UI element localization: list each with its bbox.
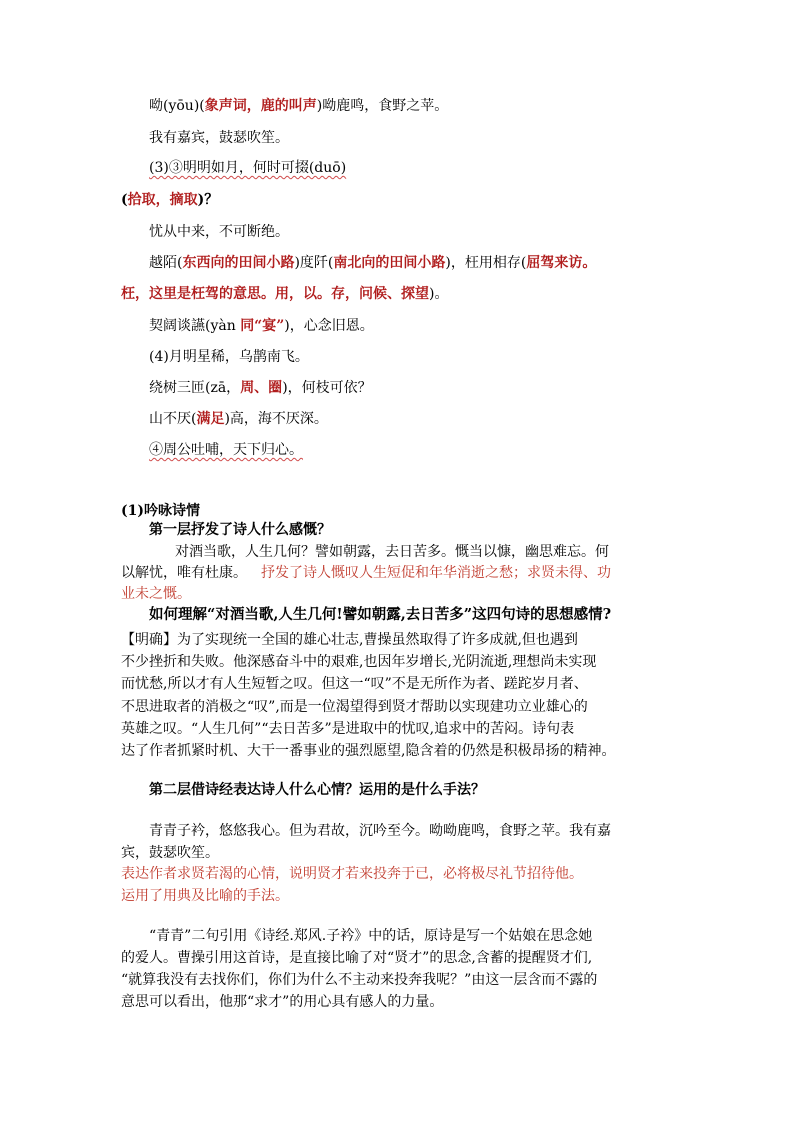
text: 山不厌( bbox=[149, 411, 197, 427]
text: )呦鹿鸣，食野之苹。 bbox=[316, 98, 449, 114]
q3-text-line-1: 青青子衿，悠悠我心。但为君故，沉吟至今。呦呦鹿鸣，食野之苹。我有嘉 bbox=[149, 823, 611, 839]
poem-line-9: (4)月明星稀，乌鹊南飞。 bbox=[149, 349, 309, 365]
mq-line-3: 而忧愁,所以才有人生短暂之叹。但这一“叹”不是无所作为者、蹉跎岁月者、 bbox=[121, 676, 588, 692]
annotation: 屈驾来访。 bbox=[526, 255, 597, 271]
q3-text-line-2: 宾，鼓瑟吹笙。 bbox=[121, 845, 219, 861]
poem-line-2: 我有嘉宾，鼓瑟吹笙。 bbox=[149, 130, 289, 146]
section-heading: (1)吟咏诗情 bbox=[121, 503, 200, 519]
final-para-line-4: 意思可以看出，他那“求才”的用心具有感人的力量。 bbox=[121, 994, 444, 1010]
text: 绕树三匝(zā， bbox=[149, 380, 241, 396]
text: 以解忧，唯有杜康。 bbox=[121, 565, 247, 581]
question-2: 如何理解“对酒当歌,人生几何!譬如朝露,去日苦多”这四句诗的思想感情? bbox=[149, 606, 612, 623]
annotation: 满足 bbox=[196, 411, 225, 427]
text: ( bbox=[121, 192, 128, 208]
annotation: 东西向的田间小路 bbox=[182, 255, 295, 271]
poem-line-10 bbox=[149, 378, 372, 398]
mq-line-2: 不少挫折和失败。他深感奋斗中的艰难,也因年岁增长,光阴流逝,理想尚未实现 bbox=[121, 654, 597, 670]
q3-answer-line-2: 运用了用典及比喻的手法。 bbox=[121, 888, 289, 904]
annotation: 南北向的田间小路 bbox=[333, 255, 446, 271]
annotation: 象声词，鹿的叫声 bbox=[204, 98, 317, 114]
final-para-line-3: “就算我没有去找你们，你们为什么不主动来投奔我呢？”由这一层含而不露的 bbox=[121, 972, 598, 988]
poem-line-3: (3)③明明如月，何时可掇(duō) bbox=[149, 160, 347, 176]
annotation: 枉，这里是枉驾的意思。用，以。存，问候、探望 bbox=[121, 286, 429, 302]
text: 契阔谈讌(yàn bbox=[149, 318, 241, 334]
question-1: 第一层抒发了诗人什么感慨？ bbox=[149, 522, 331, 538]
text: )度阡( bbox=[294, 255, 334, 271]
poem-line-6 bbox=[149, 253, 596, 273]
answer: 抒发了诗人慨叹人生短促和年华消逝之愁；求贤未得、功 bbox=[261, 565, 611, 581]
text: )，何枝可依？ bbox=[282, 380, 372, 396]
text: )，枉用相存( bbox=[445, 255, 527, 271]
text: 越陌( bbox=[149, 255, 183, 271]
text: )，心念旧恩。 bbox=[284, 318, 374, 334]
poem-line-12: ④周公吐哺，天下归心。 bbox=[149, 442, 303, 458]
poem-line-5: 忧从中来，不可断绝。 bbox=[149, 224, 289, 240]
mq-line-1: 【明确】为了实现统一全国的雄心壮志,曹操虽然取得了许多成就,但也遇到 bbox=[121, 632, 578, 648]
annotation: 周、圈 bbox=[240, 380, 283, 396]
mq-line-4: 不思进取者的消极之“叹”,而是一位渴望得到贤才帮助以实现建功立业雄心的 bbox=[121, 699, 588, 715]
annotation: 拾取，摘取 bbox=[127, 192, 198, 208]
q1-text-line-1: 对酒当歌，人生几何？譬如朝露，去日苦多。慨当以慷，幽思难忘。何 bbox=[175, 544, 609, 560]
text: )高，海不厌深。 bbox=[224, 411, 328, 427]
final-para-line-1: “青青”二句引用《诗经.郑风.子衿》中的话，原诗是写一个姑娘在思念她 bbox=[149, 928, 593, 944]
text: )。 bbox=[429, 286, 449, 302]
q1-text-line-2 bbox=[121, 563, 611, 583]
poem-line-1 bbox=[149, 96, 448, 116]
mq-line-6: 达了作者抓紧时机、大干一番事业的强烈愿望,隐含着的仍然是积极昂扬的精神。 bbox=[121, 743, 616, 759]
q3-answer-line-1: 表达作者求贤若渴的心情，说明贤才若来投奔于已，必将极尽礼节招待他。 bbox=[121, 866, 583, 882]
q1-answer-line-2: 业未之慨。 bbox=[121, 586, 191, 602]
question-3: 第二层借诗经表达诗人什么心情？运用的是什么手法？ bbox=[149, 782, 485, 798]
text: )？ bbox=[197, 192, 219, 208]
mq-line-5: 英雄之叹。“人生几何”“去日苦多”是进取中的忧叹,追求中的苦闷。诗句表 bbox=[121, 721, 575, 737]
poem-line-4 bbox=[121, 190, 218, 210]
poem-line-7 bbox=[121, 284, 448, 304]
poem-line-8 bbox=[149, 316, 374, 336]
annotation: 同“宴” bbox=[240, 318, 285, 334]
text: 呦(yōu)( bbox=[149, 98, 205, 114]
final-para-line-2: 的爱人。曹操引用这首诗，是直接比喻了对“贤才”的思念,含蓄的提醒贤才们, bbox=[121, 950, 593, 966]
poem-line-11 bbox=[149, 409, 328, 429]
